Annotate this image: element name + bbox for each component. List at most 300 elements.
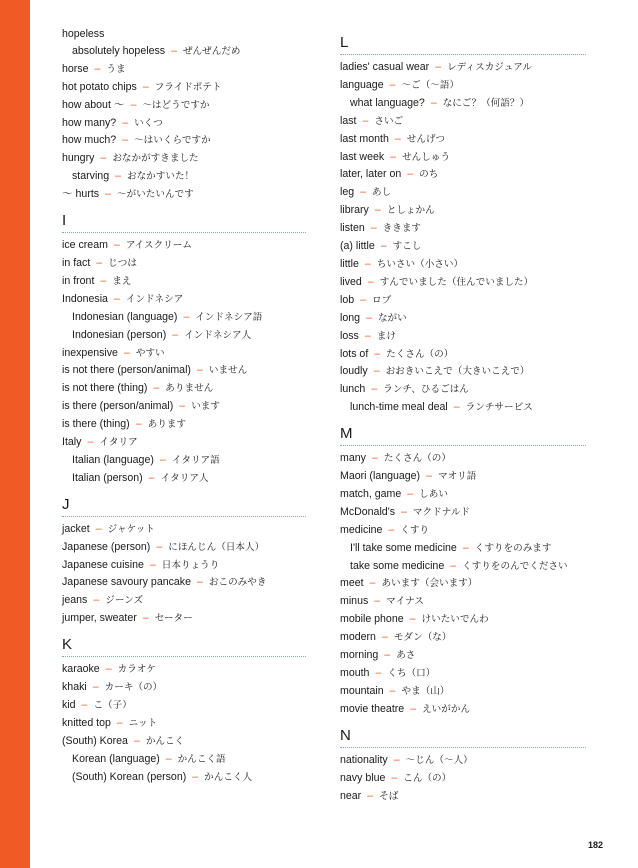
glossary-entry (340, 611, 588, 629)
section-letter: L (340, 34, 349, 51)
section-divider (340, 747, 586, 748)
glossary-entry (62, 574, 308, 592)
glossary-entry (340, 346, 588, 364)
english-term: many (340, 452, 366, 465)
english-term: lunch (340, 383, 366, 396)
glossary-entry (62, 97, 308, 115)
section-letter: M (340, 425, 353, 443)
japanese-term: しあい (419, 488, 448, 500)
glossary-entry (62, 398, 308, 416)
english-term: hopeless (62, 28, 105, 40)
glossary-entry (62, 237, 308, 255)
japanese-term: まけ (376, 330, 396, 342)
english-term: nationality (340, 753, 388, 766)
section-letter: K (62, 636, 73, 654)
glossary-subentry (340, 399, 588, 417)
glossary-entry (340, 752, 588, 770)
english-term: ice cream (62, 239, 108, 252)
english-term: Korean (language) (72, 752, 160, 765)
glossary-entry (340, 468, 588, 486)
japanese-term: モダン（な） (393, 632, 452, 644)
english-term: hot potato chips (62, 80, 137, 93)
english-term: jeans (62, 594, 88, 607)
dash-separator: – (366, 311, 372, 324)
dash-separator: – (371, 452, 378, 465)
glossary-entry (340, 788, 588, 806)
glossary-entry (62, 291, 308, 309)
english-term: mobile phone (340, 613, 404, 626)
dash-separator: – (81, 699, 88, 711)
english-term: match, game (340, 487, 402, 500)
glossary-subentry (62, 470, 308, 488)
glossary-subentry (62, 309, 308, 327)
japanese-term: インドネシア人 (184, 329, 252, 341)
glossary-entry (340, 220, 588, 238)
dash-separator: – (96, 256, 103, 269)
dash-separator: – (426, 470, 432, 483)
dash-separator: – (394, 132, 401, 145)
dash-separator: – (183, 310, 190, 323)
glossary-entry (62, 715, 308, 733)
english-term: how much? (62, 134, 117, 147)
japanese-term: うま (106, 63, 126, 75)
glossary-entry (62, 380, 308, 398)
dash-separator: – (156, 540, 163, 553)
english-term: absolutely hopeless (72, 44, 166, 57)
english-term: Indonesia (62, 292, 108, 305)
japanese-term: あります (147, 419, 186, 431)
glossary-entry (62, 61, 308, 79)
dash-separator: – (135, 418, 142, 431)
english-term: jumper, sweater (62, 612, 137, 625)
english-term: take some medicine (350, 559, 445, 572)
dash-separator: – (364, 329, 371, 342)
dash-separator: – (367, 789, 374, 802)
glossary-entry (340, 77, 588, 95)
japanese-term: ききます (382, 223, 422, 235)
dash-separator: – (364, 257, 371, 270)
english-term: last month (340, 132, 389, 145)
japanese-term: ～はどうですか (142, 99, 210, 111)
japanese-term: かんこく語 (177, 753, 226, 765)
dash-separator: – (95, 522, 102, 535)
english-term: library (340, 204, 369, 217)
dash-separator: – (87, 436, 94, 449)
glossary-subentry (340, 540, 588, 558)
dash-separator: – (401, 505, 407, 518)
english-term: lob (340, 293, 355, 306)
japanese-term: せんげつ (406, 133, 446, 145)
english-term: in front (62, 274, 95, 287)
english-term: loss (340, 329, 359, 342)
dash-separator: – (116, 716, 123, 729)
dash-separator: – (149, 558, 156, 571)
english-term: medicine (340, 523, 383, 536)
english-term: lunch-time meal deal (350, 401, 448, 414)
japanese-term: くすりをのみます (474, 542, 552, 554)
glossary-entry (62, 26, 308, 43)
english-term: listen (340, 222, 365, 235)
glossary-entry (62, 416, 308, 434)
japanese-term: カーキ（の） (104, 682, 163, 694)
english-term: is not there (person/animal) (62, 364, 191, 377)
japanese-term: ジーンズ (105, 595, 144, 607)
dash-separator: – (407, 168, 414, 181)
english-term: Italian (person) (72, 471, 143, 484)
glossary-entry (340, 504, 588, 522)
japanese-term: あさ (396, 650, 416, 662)
english-term: minus (340, 595, 369, 608)
dash-separator: – (374, 347, 381, 360)
section-divider (340, 445, 586, 446)
glossary-entry (62, 592, 308, 610)
glossary-entry (62, 679, 308, 697)
japanese-term: じつは (108, 257, 137, 269)
dash-separator: – (153, 382, 160, 395)
section-letter: I (62, 212, 67, 230)
japanese-term: マオリ語 (438, 471, 477, 483)
dash-separator: – (409, 613, 416, 626)
dash-separator: – (369, 577, 376, 590)
english-term: Italian (language) (72, 453, 154, 466)
glossary-entry (62, 132, 308, 150)
english-term: McDonald's (340, 505, 396, 518)
japanese-term: にほんじん（日本人） (168, 541, 265, 553)
english-term: starving (72, 170, 110, 183)
dash-separator: – (122, 116, 129, 129)
japanese-term: のち (419, 169, 439, 181)
japanese-term: ながい (377, 312, 407, 324)
japanese-term: ～じん（～人） (405, 754, 473, 766)
dash-separator: – (123, 346, 130, 359)
dash-separator: – (171, 44, 177, 57)
japanese-term: フライドポテト (154, 81, 222, 93)
glossary-entry (340, 256, 588, 274)
japanese-term: レディスカジュアル (447, 62, 533, 73)
glossary-entry (340, 381, 588, 399)
glossary-entry (340, 647, 588, 665)
english-term: last week (340, 150, 385, 163)
japanese-term: すんでいました（住んでいました） (379, 276, 534, 288)
dash-separator: – (389, 684, 396, 697)
dash-separator: – (393, 753, 400, 766)
english-term: I'll take some medicine (350, 541, 457, 554)
japanese-term: おなかすいた！ (127, 171, 195, 183)
japanese-term: ～がいたいんです (117, 189, 194, 201)
section-divider (340, 54, 586, 55)
section-divider (62, 232, 306, 233)
japanese-term: あいます（会います） (381, 578, 478, 590)
japanese-term: ぜんぜんだめ (182, 45, 241, 57)
english-term: navy blue (340, 771, 386, 784)
dash-separator: – (370, 222, 377, 235)
japanese-term: ジャケット (107, 523, 155, 535)
glossary-entry (340, 274, 588, 292)
japanese-term: くち（口） (387, 668, 436, 679)
english-term: leg (340, 186, 355, 199)
glossary-entry (340, 149, 588, 167)
english-term: later, later on (340, 168, 402, 181)
english-term: little (340, 257, 359, 270)
english-term: karaoke (62, 663, 100, 676)
glossary-entry (340, 238, 588, 256)
japanese-term: まえ (112, 275, 132, 287)
dash-separator: – (142, 80, 149, 93)
dash-separator: – (462, 541, 469, 554)
glossary-entry (62, 733, 308, 751)
japanese-term: セーター (154, 613, 193, 625)
japanese-term: さいご (374, 115, 404, 127)
dash-separator: – (94, 62, 101, 75)
section-m (340, 424, 588, 446)
english-term: Japanese (person) (62, 540, 151, 553)
section-k (62, 635, 308, 657)
dash-separator: – (165, 752, 172, 765)
glossary-entry (340, 59, 588, 77)
section-letter: N (340, 726, 351, 744)
glossary-entry (62, 273, 308, 291)
english-term: (a) little (340, 240, 375, 253)
japanese-term: イタリア (99, 437, 138, 449)
japanese-term: ～はいくらですか (134, 135, 211, 147)
japanese-term: すこし (392, 241, 422, 253)
glossary-entry (340, 166, 588, 184)
japanese-term: イタリア人 (160, 472, 209, 484)
dash-separator: – (142, 612, 149, 625)
section-j (62, 495, 308, 517)
japanese-term: あし (372, 187, 392, 199)
dash-separator: – (367, 275, 374, 288)
glossary-entry (340, 683, 588, 701)
dash-separator: – (130, 98, 137, 111)
dash-separator: – (148, 471, 155, 484)
dash-separator: – (196, 576, 203, 589)
japanese-term: インドネシア語 (195, 311, 263, 323)
english-term: meet (340, 577, 364, 590)
glossary-entry (62, 79, 308, 97)
dash-separator: – (389, 78, 396, 91)
japanese-term: ちいさい（小さい） (376, 258, 464, 270)
japanese-term: やすい (135, 347, 165, 359)
english-term: morning (340, 649, 379, 662)
dash-separator: – (375, 667, 382, 679)
dash-separator: – (373, 365, 380, 378)
english-term: Italy (62, 436, 82, 449)
glossary-entry (62, 434, 308, 452)
japanese-term: インドネシア (125, 293, 184, 305)
english-term: jacket (62, 522, 90, 535)
english-term: near (340, 789, 362, 802)
glossary-entry (62, 661, 308, 679)
english-term: last (340, 114, 357, 127)
japanese-term: ランチ、ひるごはん (383, 384, 469, 396)
japanese-term: カラオケ (117, 664, 156, 676)
glossary-entry (340, 522, 588, 540)
japanese-term: います (191, 401, 220, 413)
japanese-term: ありません (165, 383, 214, 395)
japanese-term: ロブ (372, 294, 392, 306)
glossary-entry (340, 701, 588, 719)
dash-separator: – (453, 401, 460, 414)
japanese-term: マクドナルド (412, 506, 471, 518)
dash-separator: – (100, 274, 107, 287)
glossary-entry (340, 450, 588, 468)
japanese-term: いません (208, 365, 248, 377)
dash-separator: – (388, 523, 395, 536)
glossary-subentry (62, 327, 308, 345)
glossary-subentry (62, 452, 308, 470)
english-term: Japanese savoury pancake (62, 576, 191, 589)
japanese-term: くすりをのんでください (462, 560, 568, 572)
glossary-entry (340, 184, 588, 202)
japanese-term: いくつ (134, 117, 163, 129)
japanese-term: 日本りょうり (161, 559, 220, 571)
english-term: how about ～ (62, 98, 125, 111)
japanese-term: おなかがすきました (112, 153, 199, 165)
english-term: what language? (350, 96, 425, 109)
dash-separator: – (192, 770, 199, 783)
japanese-term: イタリア語 (171, 454, 220, 466)
english-term: inexpensive (62, 346, 118, 359)
english-term: is there (thing) (62, 418, 130, 431)
section-i (62, 211, 308, 233)
dash-separator: – (410, 702, 417, 715)
english-term: (South) Korea (62, 734, 128, 747)
japanese-term: くすり (400, 524, 430, 536)
english-term: (South) Korean (person) (72, 770, 187, 783)
glossary-entry (62, 186, 308, 204)
glossary-subentry (62, 769, 308, 787)
japanese-term: かんこく (145, 735, 185, 747)
right-column (340, 26, 588, 805)
glossary-entry (340, 310, 588, 328)
dash-separator: – (105, 663, 112, 676)
glossary-entry (340, 770, 588, 788)
english-term: mountain (340, 684, 384, 697)
glossary-entry (340, 575, 588, 593)
english-term: lived (340, 275, 362, 288)
english-term: loudly (340, 365, 368, 378)
dash-separator: – (159, 453, 166, 466)
orange-margin-stripe (0, 0, 30, 868)
japanese-term: ニット (128, 717, 158, 729)
glossary-subentry (62, 43, 308, 61)
section-l (340, 33, 588, 55)
glossary-entry (340, 486, 588, 504)
japanese-term: こ（子） (93, 700, 132, 711)
dash-separator: – (381, 631, 388, 644)
dash-separator: – (391, 771, 398, 784)
english-term: Maori (language) (340, 470, 421, 483)
english-term: ～ hurts (62, 188, 100, 201)
dash-separator: – (92, 681, 99, 694)
glossary-entry (62, 697, 308, 715)
english-term: language (340, 78, 384, 91)
left-column (62, 26, 308, 787)
glossary-entry (62, 521, 308, 539)
japanese-term: やま（山） (401, 685, 450, 697)
dash-separator: – (360, 186, 367, 199)
dash-separator: – (93, 594, 100, 607)
dash-separator: – (380, 240, 387, 253)
glossary-entry (62, 539, 308, 557)
dash-separator: – (196, 364, 203, 377)
dash-separator: – (374, 595, 381, 608)
glossary-subentry (340, 558, 588, 576)
glossary-entry (340, 113, 588, 131)
glossary-entry (340, 363, 588, 381)
dash-separator: – (172, 328, 179, 341)
glossary-entry (62, 557, 308, 575)
english-term: kid (62, 699, 76, 711)
dash-separator: – (115, 170, 121, 183)
english-term: how many? (62, 116, 117, 129)
glossary-entry (62, 150, 308, 168)
japanese-term: ランチサービス (465, 402, 533, 414)
japanese-term: そば (379, 790, 399, 802)
section-n (340, 726, 588, 748)
glossary-subentry (62, 168, 308, 186)
dash-separator: – (362, 114, 369, 127)
english-term: Indonesian (person) (72, 328, 167, 341)
dash-separator: – (435, 61, 442, 73)
dash-separator: – (179, 400, 186, 413)
dash-separator: – (384, 649, 391, 662)
dash-separator: – (374, 204, 381, 217)
page-number: 182 (588, 840, 604, 850)
section-divider (62, 656, 306, 657)
glossary-entry (340, 328, 588, 346)
dash-separator: – (407, 487, 414, 500)
glossary-entry (62, 345, 308, 363)
dash-separator: – (390, 150, 397, 163)
glossary-entry (340, 131, 588, 149)
english-term: lots of (340, 347, 369, 360)
japanese-term: たくさん（の） (386, 348, 454, 360)
dash-separator: – (450, 559, 457, 572)
japanese-term: かんこく人 (204, 771, 253, 783)
japanese-term: こん（の） (403, 772, 452, 784)
japanese-term: たくさん（の） (383, 453, 451, 465)
dash-separator: – (113, 239, 120, 252)
japanese-term: なにご？（何語？） (442, 97, 530, 109)
glossary-entry (340, 202, 588, 220)
dash-separator: – (360, 293, 367, 306)
english-term: Japanese cuisine (62, 558, 144, 571)
glossary-entry (340, 665, 588, 683)
english-term: ladies' casual wear (340, 61, 430, 73)
glossary-entry (340, 629, 588, 647)
glossary-entry (62, 362, 308, 380)
glossary-entry (340, 292, 588, 310)
japanese-term: マイナス (386, 596, 424, 608)
glossary-entry (340, 593, 588, 611)
english-term: knitted top (62, 716, 111, 729)
dash-separator: – (133, 734, 140, 747)
glossary-subentry (62, 751, 308, 769)
english-term: horse (62, 62, 89, 75)
english-term: long (340, 311, 361, 324)
dash-separator: – (371, 383, 378, 396)
dash-separator: – (122, 134, 129, 147)
english-term: movie theatre (340, 702, 405, 715)
english-term: hungry (62, 152, 95, 165)
japanese-term: アイスクリーム (125, 240, 193, 252)
dash-separator: – (430, 96, 437, 109)
japanese-term: おこのみやき (208, 577, 267, 589)
english-term: is not there (thing) (62, 382, 148, 395)
japanese-term: としょかん (386, 205, 435, 217)
